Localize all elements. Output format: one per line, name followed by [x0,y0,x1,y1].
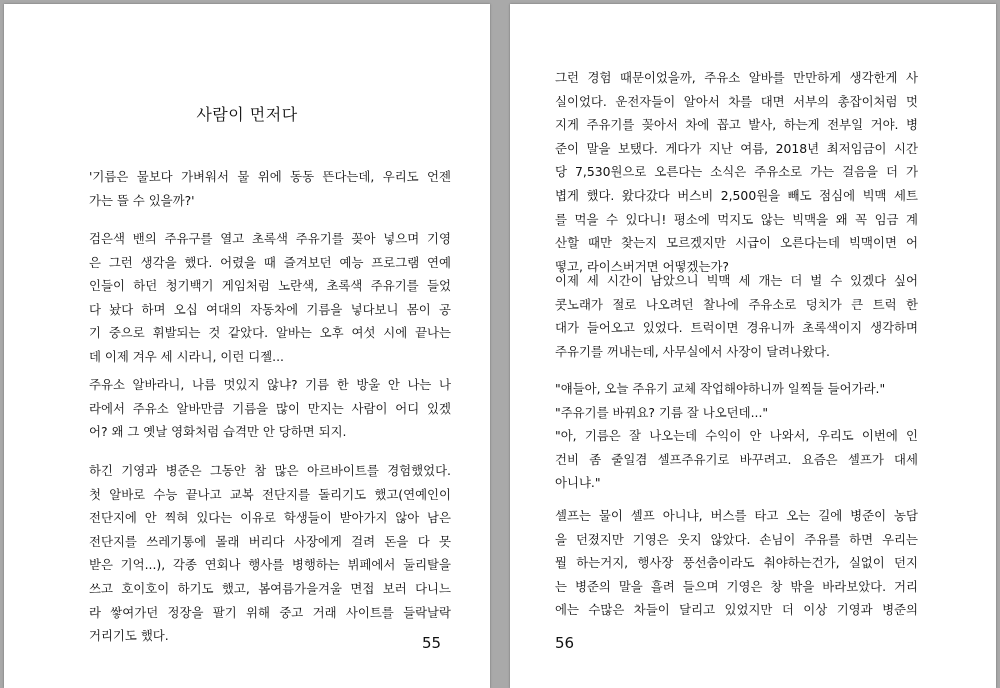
text-line: 라 쌓여가던 정장을 팔기 위해 중고 거래 사이트를 들락날락 [89,604,451,620]
text-line: 어? 왜 그 옛날 영화처럼 습격만 안 당하면 되지. [89,424,347,440]
text-line: 건비 좀 줄일겸 셀프주유기로 바꾸려고. 요즘은 셀프가 대세 [555,451,918,467]
text-line: 은 그런 생각을 했다. 어렸을 때 즐겨보던 예능 프로그램 연예 [89,254,451,270]
text-line: 에는 수많은 차들이 달리고 있었지만 더 이상 기영과 병준의 [555,602,918,618]
text-line: 거리기도 했다. [89,628,169,644]
paragraph [555,66,918,278]
paragraph [555,377,918,401]
text-line: 가는 뜰 수 있을까?' [89,192,195,208]
text-line: 셀프는 물이 셀프 아니냐, 버스를 타고 오는 길에 병준이 농담 [555,508,918,523]
text-line: 다 놨다 하며 오십 여대의 자동차에 기름을 넣다보니 몸이 공 [89,301,451,317]
text-line: '기름은 물보다 가벼워서 물 위에 동동 뜬다는데, 우리도 언젠 [89,169,451,184]
paragraph [555,424,918,495]
text-line: 실이었다. 운전자들이 알아서 차를 대면 서부의 총잡이처럼 멋 [555,93,918,109]
left-page [4,4,490,688]
paragraph [555,504,918,622]
text-line: 준이 말을 보탰다. 게다가 지난 여름, 2018년 최저임금이 시간 [555,140,918,156]
text-line: "얘들아, 오늘 주유기 교체 작업해야하니까 일찍들 들어가라." [555,381,886,396]
text-line: 대가 들어오고 있었다. 트럭이면 경유니까 초록색이지 생각하며 [555,320,918,336]
text-line: 그런 경험 때문이었을까, 주유소 알바를 만만하게 생각한게 사 [555,70,918,85]
text-line: 전단지에 안 찍혀 있다는 이유로 학생들이 받아가지 않아 남은 [89,510,451,526]
text-line: 기 중으로 휘발되는 것 같았다. 알바는 오후 여섯 시에 끝나는 [89,325,451,341]
text-line: 볍게 했다. 왔다갔다 버스비 2,500원을 빼도 점심에 빅맥 세트 [555,187,918,203]
paragraph [89,459,451,648]
text-line: 검은색 밴의 주유구를 열고 초록색 주유기를 꽂아 넣으며 기영 [89,231,451,246]
text-line: "주유기를 바꿔요? 기름 잘 나오던데..." [555,405,769,420]
text-line: 주유소 알바라니, 나름 멋있지 않냐? 기름 한 방울 안 나는 나 [89,377,451,392]
text-line: 는 병준의 말을 흘려 들으며 기영은 창 밖을 바라보았다. 거리 [555,578,918,594]
text-line: 콧노래가 절로 나오려던 찰나에 주유소로 덩치가 큰 트럭 한 [555,296,918,312]
right-page [510,4,996,688]
text-line: 를 먹을 수 있다니! 평소에 먹지도 않는 빅맥을 왜 꼭 임금 계 [555,211,918,227]
text-line: 받은 기억...), 각종 연회나 행사를 병행하는 뷔페에서 둘리탈을 [89,557,451,573]
text-line: 떻고, 라이스버거면 어떻겠는가? [555,258,729,274]
paragraph [89,165,451,212]
text-line: 당 7,530원으로 오른다는 소식은 주유소로 가는 걸음을 더 가 [555,164,918,180]
text-line: 이제 세 시간이 남았으니 빅맥 세 개는 더 벌 수 있겠다 싶어 [555,273,918,288]
text-line: 주유기를 꺼내는데, 사무실에서 사장이 달려나왔다. [555,343,830,359]
text-line: 데 이제 겨우 세 시라니, 이런 디젤... [89,348,284,364]
paragraph [555,269,918,363]
text-line: 산할 때만 찾는지 모르겠지만 시급이 오른다는데 빅맥이면 어 [555,235,918,251]
text-line: 첫 알바로 수능 끝나고 교복 전단지를 돌리기도 했고(연예인이 [89,486,451,502]
text-line: 쓰고 호이호이 하기도 했고, 봄여름가을겨울 면접 보러 다니느 [89,580,451,596]
page-number: 56 [555,634,575,652]
text-line: "아, 기름은 잘 나오는데 수익이 안 나와서, 우리도 이번에 인 [555,428,918,443]
text-line: 지게 주유기를 꽂아서 차에 꼽고 발사, 하는게 전부일 거야. 병 [555,117,918,133]
text-line: 라에서 주유소 알바만큼 기름을 많이 만지는 사람이 어디 있겠 [89,400,451,416]
text-line: 하긴 기영과 병준은 그동안 참 많은 아르바이트를 경험했었다. [89,463,451,478]
text-line: 뭘 하는거지, 행사장 풍선춤이라도 춰야하는건가, 실없이 던지 [555,555,918,571]
text-line: 아니냐." [555,475,601,491]
text-line: 인들이 하던 청기백기 게임처럼 노란색, 초록색 주유기를 들었 [89,278,451,294]
paragraph [89,227,451,369]
paragraph [89,373,451,444]
text-line: 을 던졌지만 기영은 웃지 않았다. 손님이 주유를 하면 우리는 [555,531,918,547]
paragraph [555,401,918,425]
chapter-title: 사람이 먼저다 [196,105,298,124]
page-number: 55 [422,634,442,652]
text-line: 전단지를 쓰레기통에 몰래 버리다 사장에게 걸려 돈을 다 못 [89,533,451,549]
